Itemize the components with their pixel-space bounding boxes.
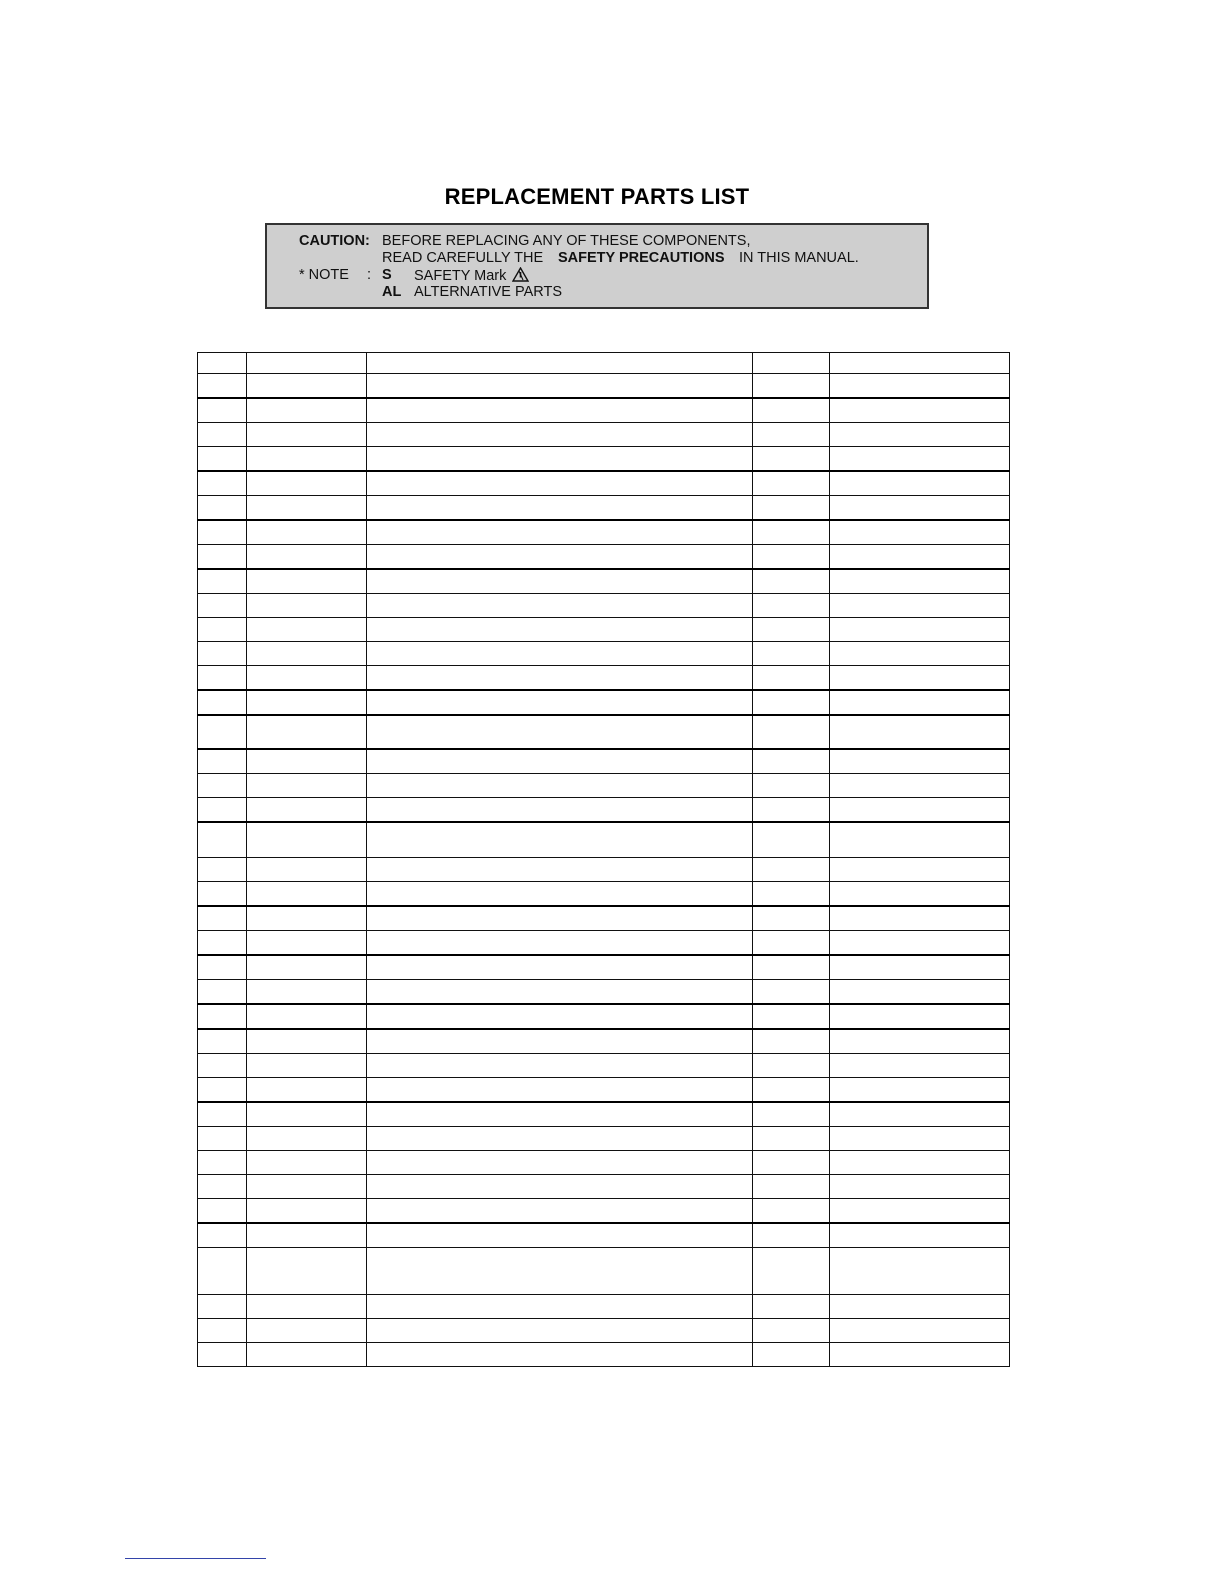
- table-cell: [247, 931, 367, 956]
- table-cell: [198, 858, 247, 882]
- table-cell: [367, 715, 753, 749]
- table-row: [198, 1343, 1010, 1367]
- table-row: [198, 374, 1010, 399]
- table-cell: [753, 798, 830, 823]
- table-cell: [753, 1343, 830, 1367]
- table-cell: [198, 569, 247, 594]
- table-cell: [367, 569, 753, 594]
- table-cell: [247, 666, 367, 691]
- table-row: [198, 822, 1010, 858]
- table-cell: [367, 642, 753, 666]
- table-cell: [198, 1199, 247, 1224]
- table-cell: [367, 398, 753, 423]
- table-cell: [753, 520, 830, 545]
- table-cell: [198, 955, 247, 980]
- table-cell: [198, 666, 247, 691]
- table-cell: [198, 1248, 247, 1295]
- safety-code: S: [382, 267, 392, 283]
- page-title: REPLACEMENT PARTS LIST: [444, 184, 750, 209]
- table-cell: [247, 1004, 367, 1029]
- table-cell: [830, 496, 1010, 521]
- table-cell: [830, 545, 1010, 570]
- table-cell: [198, 715, 247, 749]
- table-cell: [753, 1054, 830, 1078]
- caution-label: CAUTION:: [299, 233, 370, 249]
- table-cell: [247, 569, 367, 594]
- table-cell: [830, 1199, 1010, 1224]
- table-cell: [753, 1029, 830, 1054]
- table-cell: [367, 690, 753, 715]
- table-cell: [367, 882, 753, 907]
- table-cell: [830, 1223, 1010, 1248]
- table-cell: [367, 774, 753, 798]
- table-cell: [367, 374, 753, 399]
- table-cell: [198, 1343, 247, 1367]
- table-cell: [198, 931, 247, 956]
- table-cell: [830, 1004, 1010, 1029]
- table-cell: [753, 423, 830, 447]
- table-cell: [198, 749, 247, 774]
- table-cell: [753, 496, 830, 521]
- table-cell: [198, 1078, 247, 1103]
- table-row: [198, 423, 1010, 447]
- table-cell: [830, 618, 1010, 642]
- table-row: [198, 749, 1010, 774]
- table-cell: [247, 471, 367, 496]
- table-cell: [830, 1343, 1010, 1367]
- table-row: [198, 1029, 1010, 1054]
- parts-table: [197, 352, 1010, 1367]
- table-cell: [367, 931, 753, 956]
- table-cell: [198, 1319, 247, 1343]
- table-cell: [830, 955, 1010, 980]
- table-row: [198, 642, 1010, 666]
- table-cell: [367, 1078, 753, 1103]
- table-cell: [198, 520, 247, 545]
- table-row: [198, 1151, 1010, 1175]
- table-cell: [367, 980, 753, 1005]
- table-cell: [753, 906, 830, 931]
- table-cell: [830, 520, 1010, 545]
- table-cell: [830, 374, 1010, 399]
- table-cell: [247, 690, 367, 715]
- table-cell: [198, 496, 247, 521]
- table-cell: [830, 1127, 1010, 1151]
- table-cell: [830, 1175, 1010, 1199]
- table-cell: [367, 1319, 753, 1343]
- table-cell: [830, 882, 1010, 907]
- caution-text-2-post: IN THIS MANUAL.: [739, 250, 859, 266]
- table-cell: [247, 1151, 367, 1175]
- table-cell: [198, 374, 247, 399]
- table-cell: [367, 1102, 753, 1127]
- table-cell: [830, 471, 1010, 496]
- table-cell: [198, 1102, 247, 1127]
- table-cell: [247, 1175, 367, 1199]
- table-cell: [198, 1295, 247, 1319]
- table-row: [198, 1223, 1010, 1248]
- caution-text-2-pre: READ CAREFULLY THE: [382, 250, 544, 266]
- table-cell: [367, 1343, 753, 1367]
- table-cell: [830, 690, 1010, 715]
- table-cell: [830, 1102, 1010, 1127]
- table-cell: [830, 858, 1010, 882]
- table-cell: [753, 774, 830, 798]
- note-label: * NOTE: [299, 267, 349, 283]
- table-row: [198, 666, 1010, 691]
- table-cell: [198, 798, 247, 823]
- table-cell: [198, 545, 247, 570]
- table-row: [198, 471, 1010, 496]
- table-cell: [753, 1151, 830, 1175]
- table-row: [198, 931, 1010, 956]
- table-cell: [367, 1295, 753, 1319]
- table-cell: [830, 642, 1010, 666]
- table-cell: [753, 545, 830, 570]
- table-cell: [753, 955, 830, 980]
- table-cell: [830, 1295, 1010, 1319]
- table-cell: [247, 1343, 367, 1367]
- table-cell: [830, 1029, 1010, 1054]
- table-row: [198, 618, 1010, 642]
- table-cell: [830, 1078, 1010, 1103]
- table-row: [198, 1004, 1010, 1029]
- table-cell: [247, 749, 367, 774]
- table-cell: [198, 471, 247, 496]
- table-cell: [367, 955, 753, 980]
- table-cell: [367, 1029, 753, 1054]
- table-cell: [367, 1151, 753, 1175]
- note-colon: :: [367, 267, 372, 283]
- table-cell: [753, 980, 830, 1005]
- caution-text-2-bold: SAFETY PRECAUTIONS: [558, 250, 725, 266]
- table-cell: [247, 642, 367, 666]
- table-cell: [367, 423, 753, 447]
- table-cell: [198, 882, 247, 907]
- table-row: [198, 496, 1010, 521]
- table-cell: [198, 1029, 247, 1054]
- table-cell: [367, 618, 753, 642]
- table-row: [198, 1054, 1010, 1078]
- table-cell: [198, 980, 247, 1005]
- table-cell: [198, 906, 247, 931]
- table-cell: [247, 980, 367, 1005]
- table-cell: [247, 1127, 367, 1151]
- table-cell: [753, 594, 830, 618]
- table-cell: [830, 666, 1010, 691]
- table-cell: [247, 1319, 367, 1343]
- table-row: [198, 594, 1010, 618]
- table-row: [198, 858, 1010, 882]
- table-row: [198, 882, 1010, 907]
- table-cell: [367, 496, 753, 521]
- table-cell: [830, 594, 1010, 618]
- table-cell: [367, 1248, 753, 1295]
- table-cell: [198, 1054, 247, 1078]
- table-cell: [753, 931, 830, 956]
- header-cell: [367, 353, 753, 374]
- table-cell: [753, 642, 830, 666]
- table-row: [198, 715, 1010, 749]
- table-cell: [830, 569, 1010, 594]
- table-cell: [247, 1199, 367, 1224]
- table-cell: [247, 882, 367, 907]
- table-cell: [198, 447, 247, 472]
- table-cell: [753, 822, 830, 858]
- table-cell: [198, 690, 247, 715]
- table-cell: [247, 906, 367, 931]
- safety-mark-label: SAFETY Mark: [414, 268, 507, 284]
- table-cell: [830, 906, 1010, 931]
- table-cell: [247, 1029, 367, 1054]
- table-cell: [753, 569, 830, 594]
- table-row: [198, 569, 1010, 594]
- table-row: [198, 447, 1010, 472]
- table-cell: [830, 398, 1010, 423]
- table-row: [198, 545, 1010, 570]
- table-cell: [830, 1054, 1010, 1078]
- table-header-row: [198, 353, 1010, 374]
- table-cell: [830, 798, 1010, 823]
- table-cell: [753, 618, 830, 642]
- table-cell: [830, 1151, 1010, 1175]
- table-cell: [830, 1248, 1010, 1295]
- table-cell: [830, 1319, 1010, 1343]
- table-cell: [198, 642, 247, 666]
- table-cell: [247, 955, 367, 980]
- table-cell: [367, 858, 753, 882]
- table-cell: [247, 858, 367, 882]
- header-cell: [830, 353, 1010, 374]
- table-cell: [247, 798, 367, 823]
- table-cell: [367, 1054, 753, 1078]
- table-cell: [753, 1295, 830, 1319]
- table-cell: [753, 1223, 830, 1248]
- table-cell: [367, 749, 753, 774]
- table-cell: [367, 447, 753, 472]
- table-cell: [753, 858, 830, 882]
- footer-rule: [125, 1558, 266, 1559]
- table-row: [198, 906, 1010, 931]
- table-cell: [753, 1102, 830, 1127]
- table-cell: [830, 749, 1010, 774]
- table-cell: [247, 1248, 367, 1295]
- table-cell: [367, 906, 753, 931]
- table-cell: [753, 1078, 830, 1103]
- table-cell: [367, 822, 753, 858]
- table-cell: [753, 374, 830, 399]
- table-cell: [198, 1175, 247, 1199]
- table-row: [198, 1102, 1010, 1127]
- table-row: [198, 1199, 1010, 1224]
- table-row: [198, 520, 1010, 545]
- table-cell: [830, 822, 1010, 858]
- table-cell: [367, 798, 753, 823]
- table-cell: [367, 594, 753, 618]
- table-cell: [753, 447, 830, 472]
- table-cell: [753, 1175, 830, 1199]
- table-cell: [247, 1078, 367, 1103]
- table-cell: [198, 1004, 247, 1029]
- table-cell: [830, 423, 1010, 447]
- table-cell: [830, 980, 1010, 1005]
- table-row: [198, 398, 1010, 423]
- table-row: [198, 1319, 1010, 1343]
- table-cell: [367, 1223, 753, 1248]
- table-cell: [198, 774, 247, 798]
- table-cell: [753, 1248, 830, 1295]
- table-cell: [247, 374, 367, 399]
- table-cell: [247, 822, 367, 858]
- parts-table-body: [198, 353, 1010, 1367]
- table-cell: [830, 931, 1010, 956]
- table-cell: [830, 447, 1010, 472]
- alternative-code: AL: [382, 284, 402, 300]
- table-cell: [198, 1127, 247, 1151]
- alternative-parts-text: ALTERNATIVE PARTS: [414, 284, 562, 300]
- table-cell: [247, 715, 367, 749]
- table-cell: [367, 471, 753, 496]
- table-cell: [247, 774, 367, 798]
- table-cell: [247, 520, 367, 545]
- table-cell: [247, 423, 367, 447]
- caution-text-1: BEFORE REPLACING ANY OF THESE COMPONENTS,: [382, 233, 751, 249]
- table-cell: [247, 1295, 367, 1319]
- table-row: [198, 980, 1010, 1005]
- table-row: [198, 1248, 1010, 1295]
- table-cell: [198, 618, 247, 642]
- table-cell: [247, 594, 367, 618]
- table-cell: [198, 398, 247, 423]
- table-cell: [830, 774, 1010, 798]
- table-cell: [247, 618, 367, 642]
- table-cell: [367, 520, 753, 545]
- table-cell: [367, 1199, 753, 1224]
- table-cell: [198, 1223, 247, 1248]
- table-cell: [753, 749, 830, 774]
- table-row: [198, 1078, 1010, 1103]
- table-cell: [198, 1151, 247, 1175]
- table-row: [198, 798, 1010, 823]
- table-cell: [753, 471, 830, 496]
- table-row: [198, 774, 1010, 798]
- header-cell: [247, 353, 367, 374]
- warning-triangle-icon: [512, 267, 529, 282]
- table-row: [198, 1295, 1010, 1319]
- table-cell: [367, 545, 753, 570]
- table-cell: [247, 545, 367, 570]
- table-cell: [367, 1004, 753, 1029]
- table-cell: [830, 715, 1010, 749]
- table-cell: [753, 1004, 830, 1029]
- table-cell: [247, 398, 367, 423]
- table-cell: [247, 496, 367, 521]
- table-cell: [753, 1319, 830, 1343]
- table-cell: [367, 1127, 753, 1151]
- table-cell: [367, 1175, 753, 1199]
- table-cell: [247, 1054, 367, 1078]
- table-cell: [247, 1223, 367, 1248]
- table-cell: [753, 690, 830, 715]
- table-cell: [753, 1199, 830, 1224]
- table-cell: [247, 1102, 367, 1127]
- table-cell: [198, 822, 247, 858]
- table-cell: [198, 423, 247, 447]
- table-row: [198, 1127, 1010, 1151]
- caution-box: [265, 223, 929, 309]
- table-cell: [198, 594, 247, 618]
- table-cell: [753, 666, 830, 691]
- table-row: [198, 1175, 1010, 1199]
- table-row: [198, 690, 1010, 715]
- header-cell: [198, 353, 247, 374]
- safety-mark-text: [414, 267, 529, 285]
- table-cell: [247, 447, 367, 472]
- table-row: [198, 955, 1010, 980]
- table-cell: [753, 882, 830, 907]
- table-cell: [753, 715, 830, 749]
- table-cell: [753, 398, 830, 423]
- table-cell: [367, 666, 753, 691]
- table-cell: [753, 1127, 830, 1151]
- header-cell: [753, 353, 830, 374]
